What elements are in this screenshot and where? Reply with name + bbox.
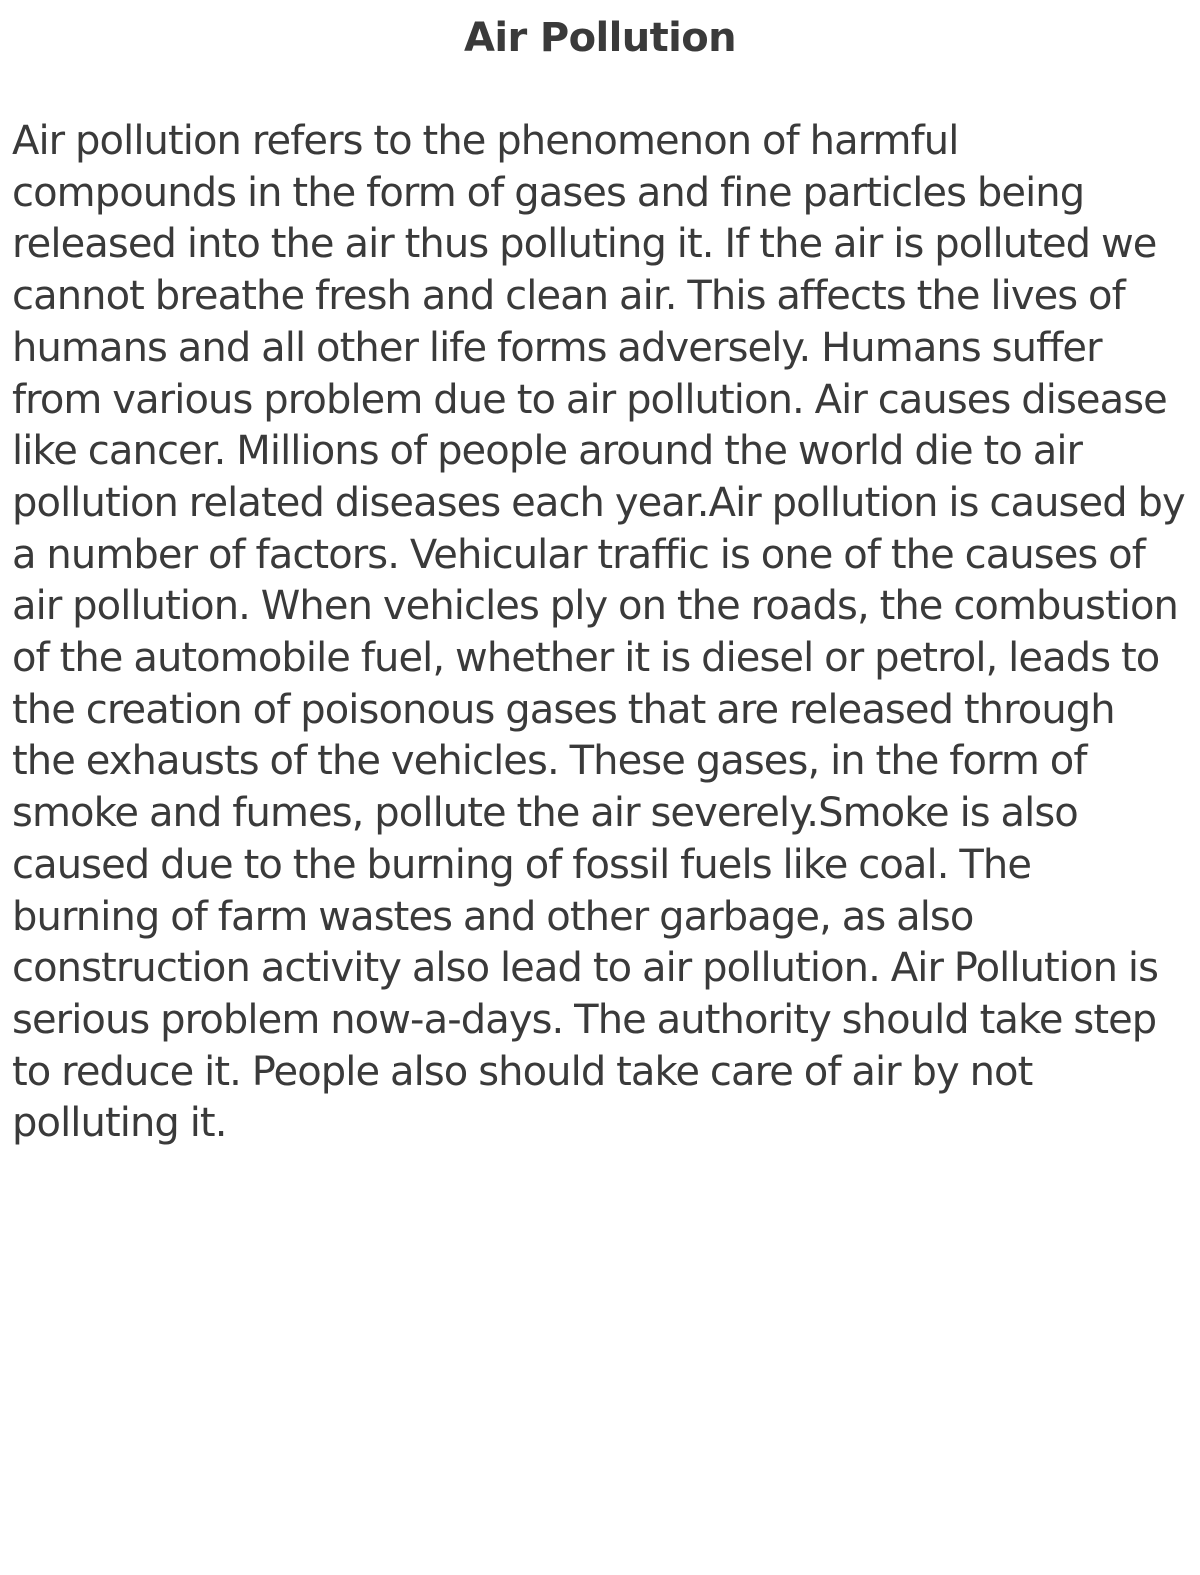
page-title: Air Pollution (463, 15, 736, 61)
essay-paragraph: Air pollution refers to the phenomenon of harmful compounds in the form of gases and fine particles being released into the air thus polluting it. If the air is polluted we cannot breathe fresh and clean air. This affects the lives of humans and all other life forms adversely. Humans suffer from various problem due to air pollution. Air causes disease like cancer. Millions of people around the world die to air pollution related diseases each year.Air pollution is caused by a number of factors. Vehicular traffic is one of the causes of air pollution. When vehicles ply on the roads, the combustion of the automobile fuel, whether it is diesel or petrol, leads to the creation of poisonous gases that are released through the exhausts of the vehicles. These gases, in the form of smoke and fumes, pollute the air severely.Smoke is also caused due to the burning of fossil fuels like coal. The burning of farm wastes and other garbage, as also construction activity also lead to air pollution. Air Pollution is serious problem now-a-days. The authority should take step to reduce it. People also should take care of air by not polluting it. (12, 118, 1185, 1147)
